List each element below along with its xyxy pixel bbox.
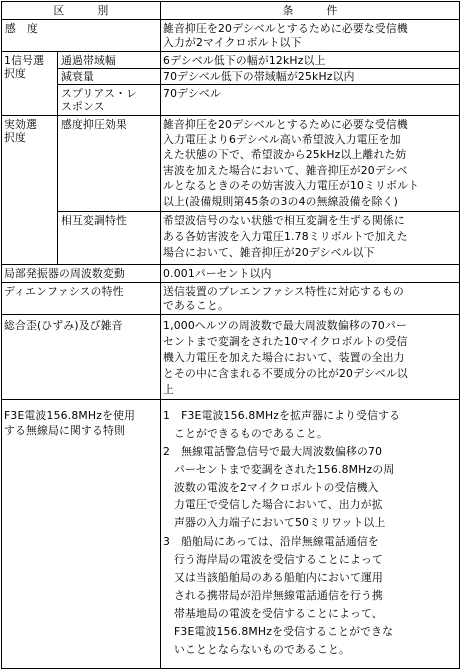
desensitization-value-line: ルとなるときのその妨害波入力電圧が10ミリボルト	[163, 179, 420, 192]
f3e-value-line: いこととならないものであること。	[163, 643, 350, 656]
table-border-left	[1, 1, 2, 669]
distortion-value-line: 上	[163, 383, 174, 396]
intermod-value-line: 場合において、雑音抑圧が20デシベル以下	[163, 246, 375, 259]
deemphasis-label: ディエンファシスの特性	[4, 285, 124, 298]
deemphasis-value-line: 送信装置のプレエンファシス特性に対応するもの	[163, 285, 404, 298]
desensitization-label: 感度抑圧効果	[61, 118, 127, 131]
f3e-value-line: 行う海岸局の電波を受信することによって	[163, 553, 383, 566]
row-divider	[1, 19, 460, 20]
f3e-value-line: 帯基地局の電波を受信することによって、	[163, 607, 383, 620]
f3e-value-line: ことができるものであること。	[163, 427, 328, 440]
f3e-value-line: 力電圧で受信した場合において、出力が拡	[163, 498, 383, 511]
column-divider	[57, 51, 58, 264]
row-divider	[1, 282, 460, 283]
table-border-right	[459, 1, 460, 669]
row-divider	[1, 51, 460, 52]
row-divider	[1, 115, 460, 116]
f3e-label-line: F3E電波156.8MHzを使用	[4, 409, 136, 422]
f3e-value-line: パーセントまで変調をされた156.8MHzの周	[163, 463, 395, 476]
spurious-label: スプリアス・レ スポンス	[61, 87, 138, 113]
attenuation-label: 減衰量	[61, 70, 94, 83]
f3e-value-line: される携帯局が沿岸無線電話通信を行う携	[163, 589, 383, 602]
deemphasis-value-line: であること。	[163, 299, 229, 312]
f3e-value-line: 又は当該船舶局のある船舶内において運用	[163, 571, 383, 584]
distortion-value-line: 機入力電圧を加えた場合において、装置の全出力	[163, 351, 405, 364]
column-divider	[160, 1, 161, 669]
header-condition: 条 件	[282, 4, 338, 17]
row-divider	[57, 68, 460, 69]
desensitization-value-line: 入力電圧より6デシベル高い希望波入力電圧を加	[163, 133, 401, 146]
intermod-value-line: 希望波信号のない状態で相互変調を生ずる関係に	[163, 214, 405, 227]
desensitization-value-line: 害波を加えた場合において、雑音抑圧が20デシベ	[163, 164, 408, 177]
effective-selectivity-label: 実効選 択度	[4, 118, 37, 144]
f3e-value-line: 2 無線電話警急信号で最大周波数偏移の70	[163, 445, 383, 458]
table-border-top	[1, 1, 460, 2]
passband-value: 6デシベル低下の幅が12kHz以上	[163, 54, 326, 67]
distortion-value-line: 1,000ヘルツの周波数で最大周波数偏移の70パー	[163, 319, 407, 332]
spurious-value: 70デシベル	[163, 87, 221, 100]
distortion-value-line: とその中に含まれる不要成分の比が20デシベル以	[163, 367, 408, 380]
f3e-label-line: する無線局に関する特則	[4, 424, 125, 437]
desensitization-value-line: 雑音抑圧を20デシベルとするために必要な受信機	[163, 118, 408, 131]
distortion-value-line: セントまで変調をされた10マイクロボルトの受信	[163, 335, 408, 348]
lo-drift-label: 局部発振器の周波数変動	[4, 267, 125, 280]
intermod-value-line: ある各妨害波を入力電圧1.78ミリボルトで加えた	[163, 230, 408, 243]
f3e-value-line: 波数の電波を2マイクロボルトの受信機入	[163, 481, 379, 494]
sensitivity-value-line: 入力が2マイクロボルト以下	[163, 36, 302, 49]
intermod-label: 相互変調特性	[61, 214, 127, 227]
row-divider	[57, 211, 460, 212]
desensitization-value-line: えた状態の下で、希望波から25kHz以上離れた妨	[163, 148, 407, 161]
row-divider	[1, 399, 460, 400]
f3e-value-line: 3 船舶局にあっては、沿岸無線電話通信を	[163, 535, 379, 548]
row-divider	[1, 264, 460, 265]
row-divider	[57, 84, 460, 85]
f3e-value-line: 1 F3E電波156.8MHzを拡声器により受信する	[163, 409, 401, 422]
sensitivity-value-line: 雑音抑圧を20デシベルとするために必要な受信機	[163, 22, 408, 35]
attenuation-value: 70デシベル低下の帯域幅が25kHz以内	[163, 70, 355, 83]
passband-label: 通過帯域幅	[61, 54, 116, 67]
table-border-bottom	[1, 668, 460, 669]
distortion-label: 総合歪(ひずみ)及び雑音	[4, 319, 123, 332]
f3e-value-line: 声器の入力端子において50ミリワット以上	[163, 516, 386, 529]
header-category: 区 別	[53, 4, 109, 17]
sensitivity-label: 感 度	[5, 22, 38, 35]
f3e-value-line: F3E電波156.8MHzを受信することができな	[163, 625, 394, 638]
row-divider	[1, 314, 460, 315]
lo-drift-value: 0.001パーセント以内	[163, 267, 272, 280]
single-signal-selectivity-label: 1信号選 択度	[4, 54, 45, 80]
desensitization-value-line: 以上(設備規則第45条の3の4の無線設備を除く)	[163, 195, 399, 208]
